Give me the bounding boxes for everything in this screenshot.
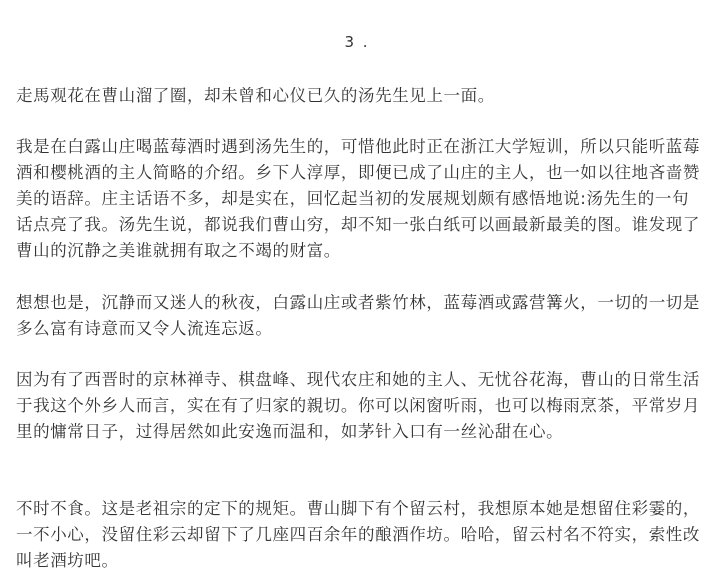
- section-number: 3 .: [344, 33, 370, 51]
- article-paragraph: 因为有了西晋时的京林禅寺、棋盘峰、现代农庄和她的主人、无忧谷花海，曹山的日常生活于我这个外乡人而言，实在有了归家的親切。你可以闲窗听雨，也可以梅雨烹茶，平常岁月里的慵常日子，过得居然如此安逸而温和，如茅针入口有一丝沁甜在心。: [16, 370, 700, 441]
- article-paragraph: 走馬观花在曹山溜了圈，却未曾和心仪已久的汤先生见上一面。: [16, 86, 495, 105]
- article-paragraph: 我是在白露山庄喝蓝莓酒时遇到汤先生的，可惜他此时正在浙江大学短训，所以只能听蓝莓酒和樱桃酒的主人简略的介绍。乡下人淳厚，即便已成了山庄的主人，也一如以往地吝啬赞美的语辞。庄主话语不多，却是实在，回忆起当初的发展规划颇有感悟地说:汤先生的一句话点亮了我。汤先生说，都说我们曹山穷，却不知一张白纸可以画最新最美的图。谁发现了曹山的沉静之美谁就拥有取之不竭的财富。: [16, 137, 700, 260]
- article-paragraph: 不时不食。这是老祖宗的定下的规矩。曹山脚下有个留云村，我想原本她是想留住彩霎的，一不小心，没留住彩云却留下了几座四百余年的酿酒作坊。哈哈，留云村名不符实，索性改叫老酒坊吧。: [16, 499, 700, 570]
- article-paragraph: 想想也是，沉静而又迷人的秋夜，白露山庄或者紫竹林，蓝莓酒或露营篝火，一切的一切是多么富有诗意而又令人流连忘返。: [16, 293, 700, 338]
